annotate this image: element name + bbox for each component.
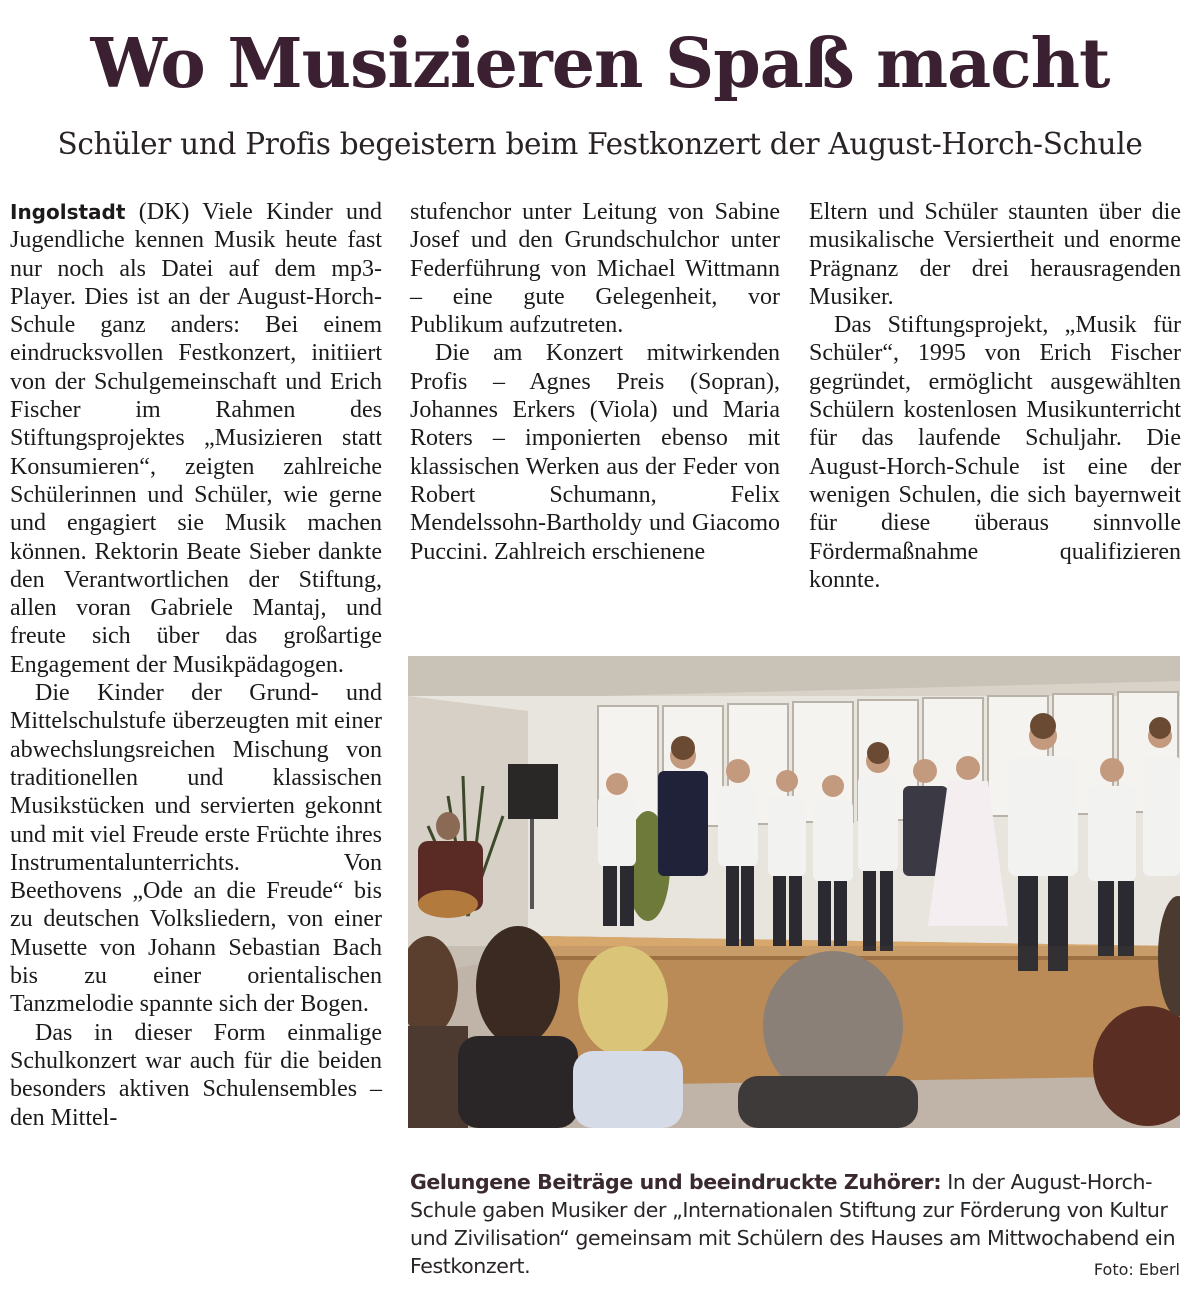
article-column-2 [410,198,780,566]
photo-credit: Foto: Eberl [1093,1260,1180,1279]
caption-text: In der August-Horch-Schule gaben Musiker der „Internationalen Stiftung zur Förderung von Kultur und Zivilisation“ gemeinsam mit Schülern des Hauses am Mittwochabend ein Festkonzert. [410,1170,1176,1278]
concert-photo [408,656,1180,1128]
paragraph-5: Das Stiftungsprojekt, „Musik für Schüler“, 1995 von Erich Fischer gegründet, ermöglicht ausgewählten Schülern kostenlosen Musikunterricht für das laufende Schuljahr. Die August-Horch-Schule ist eine der wenigen Schulen, die sich bayernweit für diese überaus sinnvolle Fördermaßnahme qualifizieren konnte. [809,312,1181,593]
paragraph-3: Das in dieser Form einmalige Schulkonzert war auch für die beiden besonders aktiven Schulensembles – den Mittel- [10,1019,382,1131]
dateline: Ingolstadt [10,200,126,224]
article-column-3 [809,198,1181,594]
headline: Wo Musizieren Spaß macht [90,24,1110,104]
article-column-1 [10,198,382,1132]
paragraph-2: Die Kinder der Grund- und Mittelschulstufe überzeugten mit einer abwechslungsreichen Mischung von traditionellen und klassischen Musikstücken und servierten gekonnt und mit viel Freude erste Früchte ihres Instrumentalunterrichts. Von Beethovens „Ode an die Freude“ bis zu deutschen Volksliedern, von einer Musette von Johann Sebastian Bach bis zu einer orientalischen Tanzmelodie spannte sich der Bogen. [10,680,382,1018]
paragraph-1-text: (DK) Viele Kinder und Jugendliche kennen Musik heute fast nur noch als Datei auf dem mp3-Player. Dies ist an der August-Horch-Schule ganz anders: Bei einem eindrucksvollen Festkonzert, initiiert von der Schulgemeinschaft und Erich Fischer im Rahmen des Stiftungsprojektes „Musizieren statt Konsumieren“, zeigten zahlreiche Schülerinnen und Schüler, wie gerne und engagiert sie Musik machen können. Rektorin Beate Sieber dankte den Verantwortlichen der Stiftung, allen voran Gabriele Mantaj, und freute sich über das großartige Engagement der Musikpädagogen. [10,199,383,678]
subheadline: Schüler und Profis begeistern beim Festkonzert der August-Horch-Schule [57,127,1143,161]
paragraph-4-continued: Eltern und Schüler staunten über die musikalische Versiertheit und enorme Prägnanz der drei herausragenden Musiker. [809,199,1181,310]
paragraph-4: Die am Konzert mitwirkenden Profis – Agnes Preis (Sopran), Johannes Erkers (Viola) und Maria Roters – imponierten ebenso mit klassischen Werken aus der Feder von Robert Schumann, Felix Mendelssohn-Bartholdy und Giacomo Puccini. Zahlreich erschienene [410,340,780,565]
caption-lead: Gelungene Beiträge und beeindruckte Zuhörer: [410,1170,942,1194]
paragraph-1 [10,198,382,679]
paragraph-3-continued: stufenchor unter Leitung von Sabine Josef und den Grundschulchor unter Federführung von Michael Wittmann – eine gute Gelegenheit, vor Publikum aufzutreten. [410,199,780,339]
